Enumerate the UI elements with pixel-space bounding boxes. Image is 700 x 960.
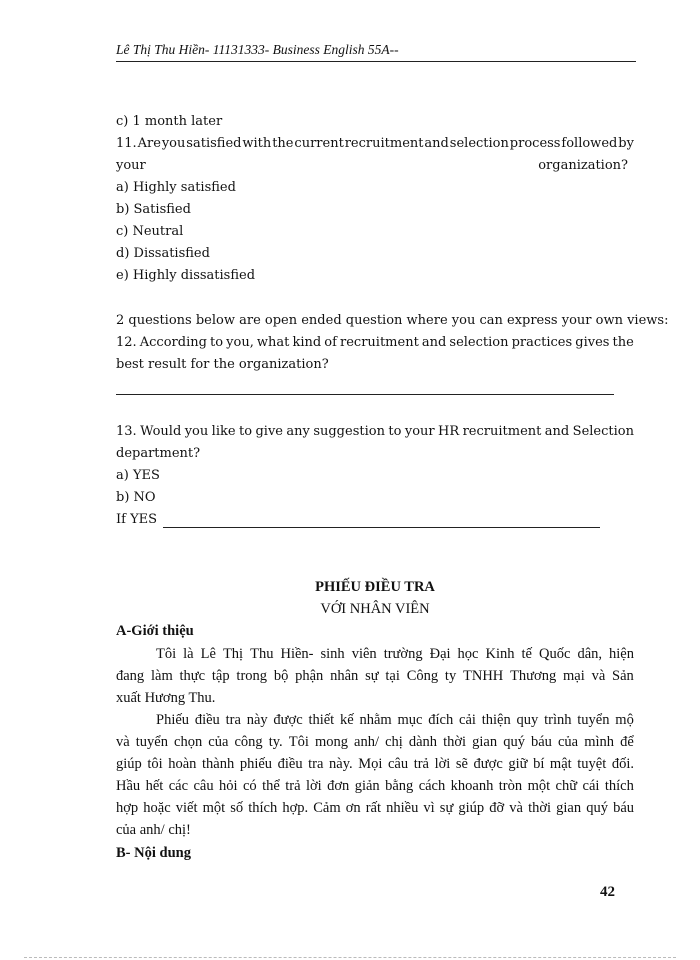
q11-option: b) Satisfied (116, 202, 191, 217)
word: Phiếu (156, 712, 190, 728)
word: mật (549, 756, 572, 772)
word: you (161, 136, 186, 151)
word: lời (305, 778, 322, 794)
word: gian (556, 800, 582, 816)
word: giúp (116, 756, 142, 772)
word: tuyệt (577, 756, 607, 772)
word: câu (193, 778, 214, 794)
word: Kinh (485, 646, 515, 662)
intro-para1-line1 (116, 643, 634, 665)
q11-option: d) Dissatisfied (116, 246, 210, 261)
word: bằng (385, 778, 414, 794)
word: mục (397, 712, 423, 728)
word: recruitment (462, 424, 542, 439)
word: suggestion (313, 424, 385, 439)
word: này. (329, 756, 353, 772)
word: tại (385, 668, 400, 684)
word: đích (428, 712, 454, 728)
intro-para1-line2 (116, 665, 634, 687)
q13-option-yes: a) YES (116, 468, 160, 483)
intro-para2-line4 (116, 775, 634, 797)
word: Sản (612, 668, 634, 684)
q13-question-line2: department? (116, 446, 201, 461)
word: gian (472, 734, 498, 750)
word: thành (202, 756, 235, 772)
word: and (421, 335, 447, 350)
word: hiện (609, 646, 634, 662)
word: chữ (555, 778, 578, 794)
word: thể (262, 778, 280, 794)
word: thiện (481, 712, 511, 728)
word: câu (387, 756, 409, 772)
q13-question-line1 (116, 421, 634, 443)
page-bottom-divider (24, 957, 676, 958)
survey-title: PHIẾU ĐIỀU TRA (315, 579, 435, 595)
word: học (457, 646, 479, 662)
word: ty. (268, 734, 283, 750)
word: của (558, 734, 579, 750)
word: Hầu (116, 778, 141, 794)
word: 11. (116, 136, 137, 151)
word: được (473, 756, 503, 772)
if-yes-label: If YES (116, 512, 158, 527)
word: dân, (577, 646, 602, 662)
word: selection (449, 335, 509, 350)
word: you, (226, 335, 254, 350)
word: Tôi (288, 734, 309, 750)
word: thực (179, 668, 206, 684)
word: recruitment (340, 335, 419, 350)
word: anh/ (354, 734, 380, 750)
word: chọn (174, 734, 203, 750)
q12-answer-line[interactable] (116, 394, 614, 395)
word: viên (351, 646, 377, 662)
word: vì (423, 800, 435, 816)
word: give (255, 424, 283, 439)
word: ty (444, 668, 457, 684)
word: selection (449, 136, 509, 151)
word: and (544, 424, 570, 439)
word: mình (584, 734, 614, 750)
word: Mọi (358, 756, 383, 772)
word: lời (434, 756, 451, 772)
word: bí (533, 756, 545, 772)
word: có (242, 778, 257, 794)
word: và (116, 734, 130, 750)
word: sự (439, 800, 454, 816)
word: trả (413, 756, 429, 772)
word: nhằm (359, 712, 392, 728)
word: tra (308, 756, 324, 772)
word: Thương (510, 668, 557, 684)
word: Công (406, 668, 439, 684)
word: một (202, 800, 226, 816)
word: gives (575, 335, 610, 350)
word: số (230, 800, 244, 816)
word: practices (511, 335, 573, 350)
q11-option: c) Neutral (116, 224, 184, 239)
word: hết (145, 778, 164, 794)
word: quý (586, 800, 608, 816)
word: current (294, 136, 344, 151)
word: 13. (116, 424, 137, 439)
section-a-heading: A-Giới thiệu (116, 623, 194, 639)
word: thời (528, 800, 552, 816)
word: to (238, 424, 253, 439)
intro-para2-line2 (116, 731, 634, 753)
word: TNHH (463, 668, 504, 684)
page-number: 42 (600, 884, 615, 900)
word: hỏi (219, 778, 238, 794)
word: Hiền- (280, 646, 314, 662)
word: cách (418, 778, 446, 794)
word: sinh (320, 646, 345, 662)
q11-question-line2 (116, 155, 634, 177)
word: like (211, 424, 236, 439)
word: satisfied (186, 136, 242, 151)
intro-para2-line5 (116, 797, 634, 819)
word: nhiều (386, 800, 419, 816)
word: được (273, 712, 303, 728)
word: recruitment (344, 136, 424, 151)
word: khoanh (450, 778, 494, 794)
word: công (234, 734, 263, 750)
word: trường (383, 646, 423, 662)
word: một (527, 778, 551, 794)
word: trả (285, 778, 301, 794)
word: HR (438, 424, 460, 439)
word: quý (503, 734, 525, 750)
word: đơn (327, 778, 350, 794)
word: tra (225, 712, 241, 728)
word: trình (544, 712, 572, 728)
word: bộ (273, 668, 289, 684)
word: Selection (572, 424, 634, 439)
word: đang (116, 668, 145, 684)
word: thích (248, 800, 278, 816)
if-yes-answer-line[interactable] (163, 527, 600, 528)
word: cải (459, 712, 476, 728)
word: đỡ (489, 800, 505, 816)
word: trong (236, 668, 268, 684)
word: with (242, 136, 272, 151)
word: of (324, 335, 337, 350)
word: followed (561, 136, 618, 151)
word: này (246, 712, 268, 728)
word: rất (365, 800, 382, 816)
word: process (509, 136, 561, 151)
word: thích (604, 778, 634, 794)
word: để (620, 734, 634, 750)
word: the (612, 335, 634, 350)
q11-question-line1 (116, 133, 634, 155)
q13-option-no: b) NO (116, 490, 156, 505)
word: báu (613, 800, 634, 816)
word: what (256, 335, 290, 350)
word: thời (443, 734, 467, 750)
word: chị (385, 734, 403, 750)
word: thiết (308, 712, 335, 728)
q11-option: a) Highly satisfied (116, 180, 236, 195)
word: điều (277, 756, 303, 772)
word: any (286, 424, 310, 439)
word: các (168, 778, 189, 794)
word: to (388, 424, 402, 439)
intro-para2-line1 (116, 709, 634, 731)
word: quy (516, 712, 539, 728)
word: According (139, 335, 207, 350)
word: Quốc (539, 646, 571, 662)
word: Tôi (156, 646, 177, 662)
q11-line2-left: your (116, 158, 146, 173)
word: là (183, 646, 194, 662)
word: Lê (200, 646, 216, 662)
word: tròn (498, 778, 523, 794)
word: hoàn (168, 756, 197, 772)
word: tôi (147, 756, 163, 772)
word: và (591, 668, 606, 684)
word: cái (582, 778, 600, 794)
word: làm (150, 668, 173, 684)
word: điều (194, 712, 220, 728)
word: của (208, 734, 229, 750)
word: you (184, 424, 209, 439)
word: hoặc (143, 800, 171, 816)
intro-para2-line3 (116, 753, 634, 775)
word: mại (563, 668, 585, 684)
word: hợp. (282, 800, 309, 816)
word: and (424, 136, 449, 151)
word: giữ (508, 756, 528, 772)
word: mong (314, 734, 348, 750)
word: giản (354, 778, 380, 794)
word: by (618, 136, 634, 151)
word: phận (295, 668, 324, 684)
word: phiếu (239, 756, 273, 772)
word: your (404, 424, 435, 439)
q12-question-line2: best result for the organization? (116, 357, 329, 372)
q11-line2-right: organization? (538, 158, 628, 173)
word: Đại (429, 646, 451, 662)
word: hợp (116, 800, 139, 816)
word: giúp (458, 800, 485, 816)
word: báu (531, 734, 552, 750)
q12-question-line1 (116, 332, 634, 354)
survey-subtitle: VỚI NHÂN VIÊN (320, 601, 430, 617)
word: kế (340, 712, 354, 728)
q10-option-c: c) 1 month later (116, 114, 223, 129)
word: Thu (250, 646, 274, 662)
word: Are (137, 136, 161, 151)
word: Thị (222, 646, 244, 662)
word: và (509, 800, 523, 816)
word: tế (521, 646, 532, 662)
word: tuyển (577, 712, 610, 728)
word: to (210, 335, 224, 350)
word: viết (175, 800, 198, 816)
word: 12. (116, 335, 137, 350)
word: tuyển (135, 734, 168, 750)
intro-para2-line6: của anh/ chị! (116, 822, 191, 838)
word: kind (292, 335, 322, 350)
word: sẽ (455, 756, 468, 772)
word: Would (140, 424, 182, 439)
word: Cảm (313, 800, 341, 816)
intro-para1-line3: xuất Hương Thu. (116, 690, 216, 706)
section-b-heading: B- Nội dung (116, 845, 191, 861)
word: dành (408, 734, 438, 750)
word: the (272, 136, 294, 151)
word: ơn (345, 800, 361, 816)
word: nhân (330, 668, 359, 684)
q11-option: e) Highly dissatisfied (116, 268, 256, 283)
word: đối. (611, 756, 634, 772)
word: sự (365, 668, 379, 684)
open-ended-intro: 2 questions below are open ended question where you can express your own views: (116, 313, 669, 328)
word: tập (211, 668, 230, 684)
word: mộ (615, 712, 634, 728)
page-header: Lê Thị Thu Hiền- 11131333- Business English 55A-- (116, 42, 636, 62)
